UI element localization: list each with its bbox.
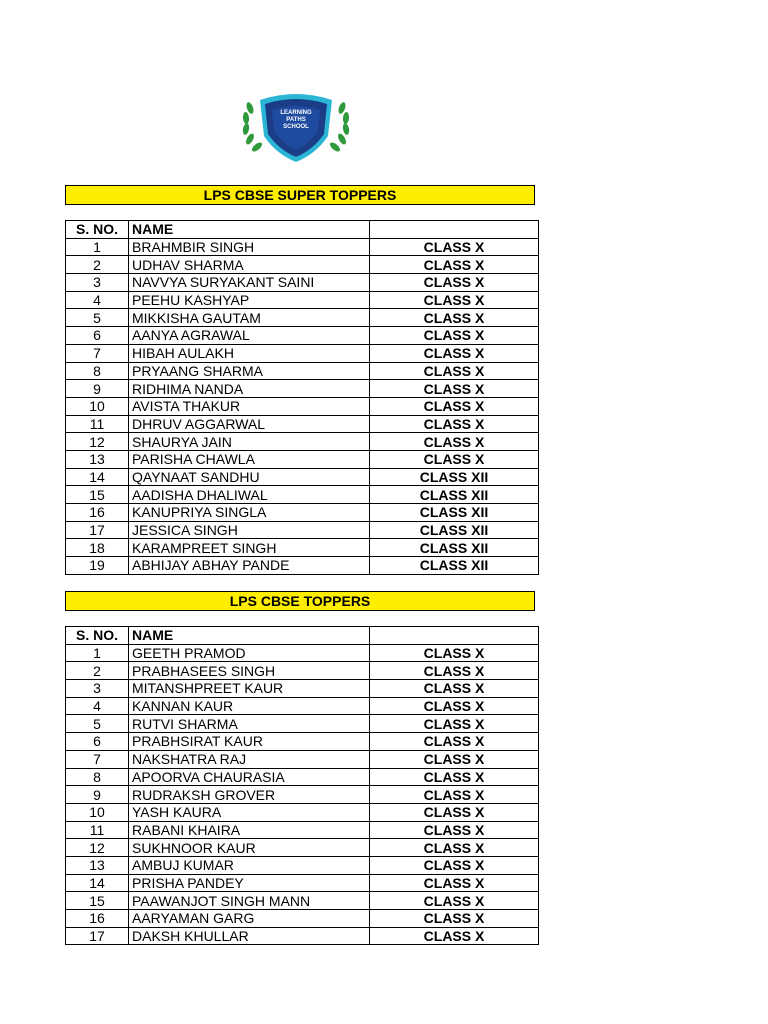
row-sno: 16 xyxy=(66,910,129,928)
row-sno: 6 xyxy=(66,327,129,345)
table-row xyxy=(66,327,539,345)
row-class: CLASS XII xyxy=(370,557,539,575)
row-class: CLASS X xyxy=(370,856,539,874)
row-sno: 13 xyxy=(66,856,129,874)
row-class: CLASS X xyxy=(370,874,539,892)
logo-line-1: LEARNING xyxy=(280,110,312,116)
row-sno: 6 xyxy=(66,733,129,751)
row-class: CLASS XII xyxy=(370,486,539,504)
row-class: CLASS X xyxy=(370,450,539,468)
row-sno: 4 xyxy=(66,697,129,715)
row-class: CLASS X xyxy=(370,750,539,768)
row-name: DAKSH KHULLAR xyxy=(129,927,370,945)
table-row xyxy=(66,768,539,786)
row-name: NAKSHATRA RAJ xyxy=(129,750,370,768)
school-logo xyxy=(238,86,354,164)
table-row xyxy=(66,892,539,910)
toppers-table xyxy=(65,626,539,945)
row-class: CLASS X xyxy=(370,662,539,680)
table-row xyxy=(66,697,539,715)
header-sno: S. NO. xyxy=(66,627,129,645)
row-name: AADISHA DHALIWAL xyxy=(129,486,370,504)
row-sno: 3 xyxy=(66,680,129,698)
row-sno: 2 xyxy=(66,256,129,274)
row-name: MIKKISHA GAUTAM xyxy=(129,309,370,327)
row-class: CLASS X xyxy=(370,362,539,380)
header-class xyxy=(370,627,539,645)
row-name: KANNAN KAUR xyxy=(129,697,370,715)
table-row xyxy=(66,786,539,804)
logo-line-2: PATHS xyxy=(286,117,306,123)
table-row xyxy=(66,910,539,928)
row-class: CLASS X xyxy=(370,821,539,839)
row-sno: 19 xyxy=(66,557,129,575)
row-sno: 5 xyxy=(66,715,129,733)
row-sno: 10 xyxy=(66,397,129,415)
row-name: QAYNAAT SANDHU xyxy=(129,468,370,486)
row-name: PEEHU KASHYAP xyxy=(129,291,370,309)
table-row xyxy=(66,486,539,504)
row-name: PRYAANG SHARMA xyxy=(129,362,370,380)
row-name: RABANI KHAIRA xyxy=(129,821,370,839)
table-row xyxy=(66,557,539,575)
row-name: ABHIJAY ABHAY PANDE xyxy=(129,557,370,575)
row-class: CLASS X xyxy=(370,274,539,292)
header-sno: S. NO. xyxy=(66,221,129,239)
row-name: HIBAH AULAKH xyxy=(129,344,370,362)
row-class: CLASS X xyxy=(370,786,539,804)
table-row xyxy=(66,803,539,821)
row-name: UDHAV SHARMA xyxy=(129,256,370,274)
row-sno: 1 xyxy=(66,238,129,256)
row-sno: 5 xyxy=(66,309,129,327)
row-sno: 8 xyxy=(66,362,129,380)
row-name: RUDRAKSH GROVER xyxy=(129,786,370,804)
logo-line-3: SCHOOL xyxy=(283,124,309,130)
row-class: CLASS X xyxy=(370,327,539,345)
row-class: CLASS X xyxy=(370,680,539,698)
table-row xyxy=(66,680,539,698)
row-name: AVISTA THAKUR xyxy=(129,397,370,415)
row-class: CLASS X xyxy=(370,927,539,945)
row-class: CLASS X xyxy=(370,644,539,662)
row-class: CLASS X xyxy=(370,697,539,715)
table-row xyxy=(66,380,539,398)
row-name: APOORVA CHAURASIA xyxy=(129,768,370,786)
row-sno: 14 xyxy=(66,874,129,892)
table-row xyxy=(66,415,539,433)
table-row xyxy=(66,362,539,380)
row-sno: 12 xyxy=(66,839,129,857)
row-name: SUKHNOOR KAUR xyxy=(129,839,370,857)
row-name: MITANSHPREET KAUR xyxy=(129,680,370,698)
row-sno: 17 xyxy=(66,927,129,945)
row-sno: 9 xyxy=(66,380,129,398)
row-class: CLASS XII xyxy=(370,539,539,557)
row-class: CLASS X xyxy=(370,291,539,309)
table-row xyxy=(66,291,539,309)
row-name: RIDHIMA NANDA xyxy=(129,380,370,398)
section-title-super-toppers: LPS CBSE SUPER TOPPERS xyxy=(65,185,535,205)
row-sno: 1 xyxy=(66,644,129,662)
row-name: PAAWANJOT SINGH MANN xyxy=(129,892,370,910)
table-row xyxy=(66,839,539,857)
row-class: CLASS XII xyxy=(370,521,539,539)
table-row xyxy=(66,468,539,486)
table-row xyxy=(66,750,539,768)
row-sno: 4 xyxy=(66,291,129,309)
row-name: RUTVI SHARMA xyxy=(129,715,370,733)
row-name: KARAMPREET SINGH xyxy=(129,539,370,557)
row-sno: 11 xyxy=(66,415,129,433)
row-sno: 18 xyxy=(66,539,129,557)
row-name: PRISHA PANDEY xyxy=(129,874,370,892)
table-row xyxy=(66,715,539,733)
row-name: YASH KAURA xyxy=(129,803,370,821)
row-class: CLASS X xyxy=(370,768,539,786)
table-row xyxy=(66,397,539,415)
table-row xyxy=(66,662,539,680)
table-row xyxy=(66,521,539,539)
table-row xyxy=(66,856,539,874)
row-name: PRABHASEES SINGH xyxy=(129,662,370,680)
row-class: CLASS X xyxy=(370,433,539,451)
row-class: CLASS X xyxy=(370,256,539,274)
row-class: CLASS X xyxy=(370,839,539,857)
row-name: JESSICA SINGH xyxy=(129,521,370,539)
row-sno: 7 xyxy=(66,344,129,362)
row-class: CLASS X xyxy=(370,910,539,928)
row-sno: 10 xyxy=(66,803,129,821)
table-header-row xyxy=(66,627,539,645)
row-class: CLASS X xyxy=(370,892,539,910)
table-header-row xyxy=(66,221,539,239)
row-sno: 9 xyxy=(66,786,129,804)
table-row xyxy=(66,344,539,362)
row-class: CLASS X xyxy=(370,715,539,733)
table-row xyxy=(66,539,539,557)
row-class: CLASS XII xyxy=(370,468,539,486)
row-sno: 8 xyxy=(66,768,129,786)
row-sno: 11 xyxy=(66,821,129,839)
section-title-toppers: LPS CBSE TOPPERS xyxy=(65,591,535,611)
row-name: KANUPRIYA SINGLA xyxy=(129,504,370,522)
table-row xyxy=(66,874,539,892)
logo-text xyxy=(238,110,354,131)
row-class: CLASS X xyxy=(370,415,539,433)
table-row xyxy=(66,504,539,522)
row-sno: 14 xyxy=(66,468,129,486)
row-sno: 7 xyxy=(66,750,129,768)
table-row xyxy=(66,927,539,945)
row-sno: 2 xyxy=(66,662,129,680)
row-sno: 3 xyxy=(66,274,129,292)
row-class: CLASS X xyxy=(370,380,539,398)
row-name: NAVVYA SURYAKANT SAINI xyxy=(129,274,370,292)
row-sno: 15 xyxy=(66,892,129,910)
row-sno: 16 xyxy=(66,504,129,522)
header-name: NAME xyxy=(129,221,370,239)
table-row xyxy=(66,433,539,451)
table-row xyxy=(66,450,539,468)
table-row xyxy=(66,821,539,839)
row-name: AARYAMAN GARG xyxy=(129,910,370,928)
row-name: PARISHA CHAWLA xyxy=(129,450,370,468)
row-sno: 15 xyxy=(66,486,129,504)
row-name: BRAHMBIR SINGH xyxy=(129,238,370,256)
header-name: NAME xyxy=(129,627,370,645)
row-name: SHAURYA JAIN xyxy=(129,433,370,451)
row-class: CLASS XII xyxy=(370,504,539,522)
table-row xyxy=(66,256,539,274)
row-name: AANYA AGRAWAL xyxy=(129,327,370,345)
row-sno: 13 xyxy=(66,450,129,468)
row-sno: 12 xyxy=(66,433,129,451)
row-class: CLASS X xyxy=(370,803,539,821)
table-row xyxy=(66,309,539,327)
table-row xyxy=(66,274,539,292)
row-name: AMBUJ KUMAR xyxy=(129,856,370,874)
table-row xyxy=(66,644,539,662)
row-class: CLASS X xyxy=(370,238,539,256)
row-class: CLASS X xyxy=(370,344,539,362)
row-sno: 17 xyxy=(66,521,129,539)
row-class: CLASS X xyxy=(370,309,539,327)
row-class: CLASS X xyxy=(370,397,539,415)
header-class xyxy=(370,221,539,239)
super-toppers-table xyxy=(65,220,539,575)
table-row xyxy=(66,733,539,751)
row-name: DHRUV AGGARWAL xyxy=(129,415,370,433)
row-class: CLASS X xyxy=(370,733,539,751)
row-name: GEETH PRAMOD xyxy=(129,644,370,662)
table-row xyxy=(66,238,539,256)
row-name: PRABHSIRAT KAUR xyxy=(129,733,370,751)
